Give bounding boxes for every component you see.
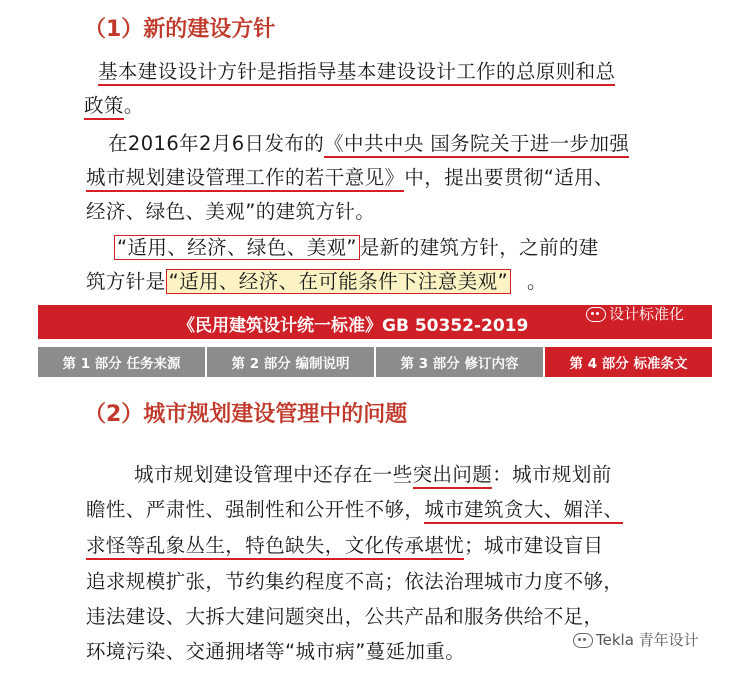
p3-text: 是新的建筑方针，之前的建 — [359, 236, 599, 259]
section2-line2 — [86, 494, 623, 522]
footer-watermark — [573, 629, 699, 650]
s2-underlined-1: 城市建筑贪大、媚洋、 — [424, 498, 623, 524]
tab-part-4[interactable]: 第 4 部分 标准条文 — [545, 347, 712, 377]
section1-p3-line2 — [86, 266, 547, 294]
tab-part-1[interactable]: 第 1 部分 任务来源 — [38, 347, 205, 377]
banner-watermark — [586, 303, 684, 324]
section2-line4: 追求规模扩张，节约集约程度不高；依法治理城市力度不够， — [86, 570, 624, 593]
section1-p3-line1 — [114, 232, 599, 260]
section1-p2-line2 — [86, 162, 614, 190]
section1-p1-line2 — [84, 90, 144, 118]
s2-underlined-2: 求怪等乱象丛生，特色缺失，文化传承堪忧 — [86, 534, 464, 560]
p2-text: 在2016年2月6日发布的 — [108, 132, 325, 155]
section2-line3 — [86, 530, 603, 558]
wechat-icon — [586, 307, 606, 322]
banner-watermark-text: 设计标准化 — [609, 305, 685, 323]
p2-text-2: 中，提出要贯彻“适用、 — [404, 166, 614, 189]
section2-heading: （2）城市规划建设管理中的问题 — [84, 402, 408, 427]
p1-underlined-text-end: 政策 — [84, 94, 124, 120]
standard-banner — [38, 305, 712, 339]
p2-doc-title-end: 城市规划建设管理工作的若干意见》 — [86, 166, 404, 192]
tab-part-3[interactable]: 第 3 部分 修订内容 — [376, 347, 543, 377]
s2-text-1b: ：城市规划前 — [492, 463, 612, 486]
p1-period: 。 — [123, 94, 144, 117]
new-policy-box: “适用、经济、绿色、美观” — [114, 235, 360, 260]
s2-text-1: 城市规划建设管理中还存在一些 — [134, 463, 413, 486]
s2-prominent-issues: 突出问题 — [413, 463, 493, 489]
wechat-icon — [573, 633, 593, 648]
section2-line1 — [134, 459, 612, 487]
standard-tabs — [38, 347, 712, 377]
s2-text-3: ；城市建设盲目 — [464, 534, 604, 557]
section2-line6: 环境污染、交通拥堵等“城市病”蔓延加重。 — [86, 640, 466, 663]
p3-text-2: 筑方针是 — [86, 270, 166, 293]
old-policy-box: “适用、经济、在可能条件下注意美观” — [166, 269, 511, 294]
section2-line5: 违法建设、大拆大建问题突出，公共产品和服务供给不足， — [86, 605, 604, 628]
section1-p2-line3: 经济、绿色、美观”的建筑方针。 — [86, 200, 376, 223]
tab-part-2[interactable]: 第 2 部分 编制说明 — [207, 347, 374, 377]
p3-period: 。 — [527, 270, 547, 293]
banner-title: 《民用建筑设计统一标准》GB 50352-2019 — [178, 316, 529, 336]
s2-text-2: 瞻性、严肃性、强制性和公开性不够， — [86, 498, 425, 521]
p2-doc-title: 《中共中央 国务院关于进一步加强 — [324, 132, 629, 158]
section1-p1-line1 — [98, 56, 615, 84]
section1-heading: （1）新的建设方针 — [84, 17, 276, 42]
section1-p2-line1 — [108, 128, 629, 156]
footer-watermark-text: Tekla 青年设计 — [596, 631, 699, 649]
p1-underlined-text: 基本建设设计方针是指指导基本建设设计工作的总原则和总 — [98, 60, 615, 86]
